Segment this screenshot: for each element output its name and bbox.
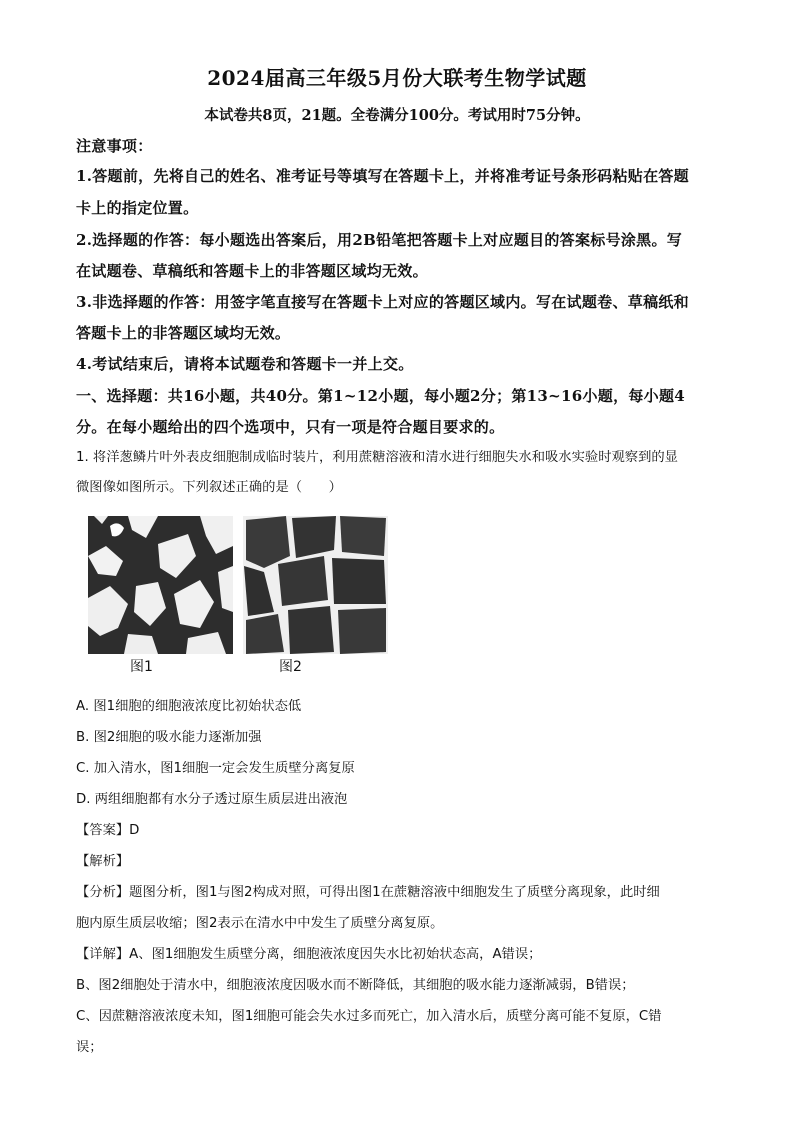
micrograph-2 — [243, 516, 388, 654]
notice-line: 4.考试结束后，请将本试题卷和答题卡一并上交。 — [76, 355, 414, 373]
question-stem-cont: 微图像如图所示。下列叙述正确的是（ ） — [76, 480, 342, 495]
section-heading-cont: 分。在每小题给出的四个选项中，只有一项是符合题目要求的。 — [76, 418, 505, 436]
notice-line: 2.选择题的作答：每小题选出答案后，用2B铅笔把答题卡上对应题目的答案标号涂黑。写 — [76, 231, 683, 249]
notice-heading: 注意事项： — [76, 137, 153, 155]
analysis-line: 【分析】题图分析，图1与图2构成对照，可得出图1在蔗糖溶液中细胞发生了质壁分离现象，此时细 — [76, 885, 660, 900]
notice-line: 答题卡上的非答题区域均无效。 — [76, 324, 291, 342]
analysis-line: 【详解】A、图1细胞发生质壁分离，细胞液浓度因失水比初始状态高，A错误； — [76, 947, 542, 962]
answer: 【答案】D — [76, 823, 140, 838]
option-d: D. 两组细胞都有水分子透过原生质层进出液泡 — [76, 792, 348, 807]
notice-line: 3.非选择题的作答：用签字笔直接写在答题卡上对应的答题区域内。写在试题卷、草稿纸和 — [76, 293, 689, 311]
analysis-line: 误； — [76, 1040, 103, 1055]
notice-line: 卡上的指定位置。 — [76, 199, 199, 217]
analysis-line: C、因蔗糖溶液浓度未知，图1细胞可能会失水过多而死亡，加入清水后，质壁分离可能不复原，C错 — [76, 1009, 662, 1024]
analysis-heading: 【解析】 — [76, 854, 130, 869]
figure-2-caption: 图2 — [279, 659, 302, 675]
option-a: A. 图1细胞的细胞液浓度比初始状态低 — [76, 699, 302, 714]
analysis-line: B、图2细胞处于清水中，细胞液浓度因吸水而不断降低，其细胞的吸水能力逐渐减弱，B错误； — [76, 978, 635, 993]
section-heading: 一、选择题：共16小题，共40分。第1~12小题，每小题2分；第13~16小题，每小题4 — [76, 387, 686, 405]
question-stem: 1. 将洋葱鳞片叶外表皮细胞制成临时装片，利用蔗糖溶液和清水进行细胞失水和吸水实验时观察到的显 — [76, 450, 678, 465]
exam-info: 本试卷共8页，21题。全卷满分100分。考试用时75分钟。 — [204, 107, 590, 124]
analysis-line: 胞内原生质层收缩；图2表示在清水中中发生了质壁分离复原。 — [76, 916, 444, 931]
micrograph-figure — [88, 516, 388, 656]
micrograph-1 — [88, 516, 233, 654]
page-title: 2024届高三年级5月份大联考生物学试题 — [207, 66, 587, 90]
figure-1-caption: 图1 — [130, 659, 153, 675]
notice-line: 1.答题前，先将自己的姓名、准考证号等填写在答题卡上，并将准考证号条形码粘贴在答题 — [76, 167, 689, 185]
option-c: C. 加入清水，图1细胞一定会发生质壁分离复原 — [76, 761, 355, 776]
notice-line: 在试题卷、草稿纸和答题卡上的非答题区域均无效。 — [76, 262, 428, 280]
option-b: B. 图2细胞的吸水能力逐渐加强 — [76, 730, 262, 745]
